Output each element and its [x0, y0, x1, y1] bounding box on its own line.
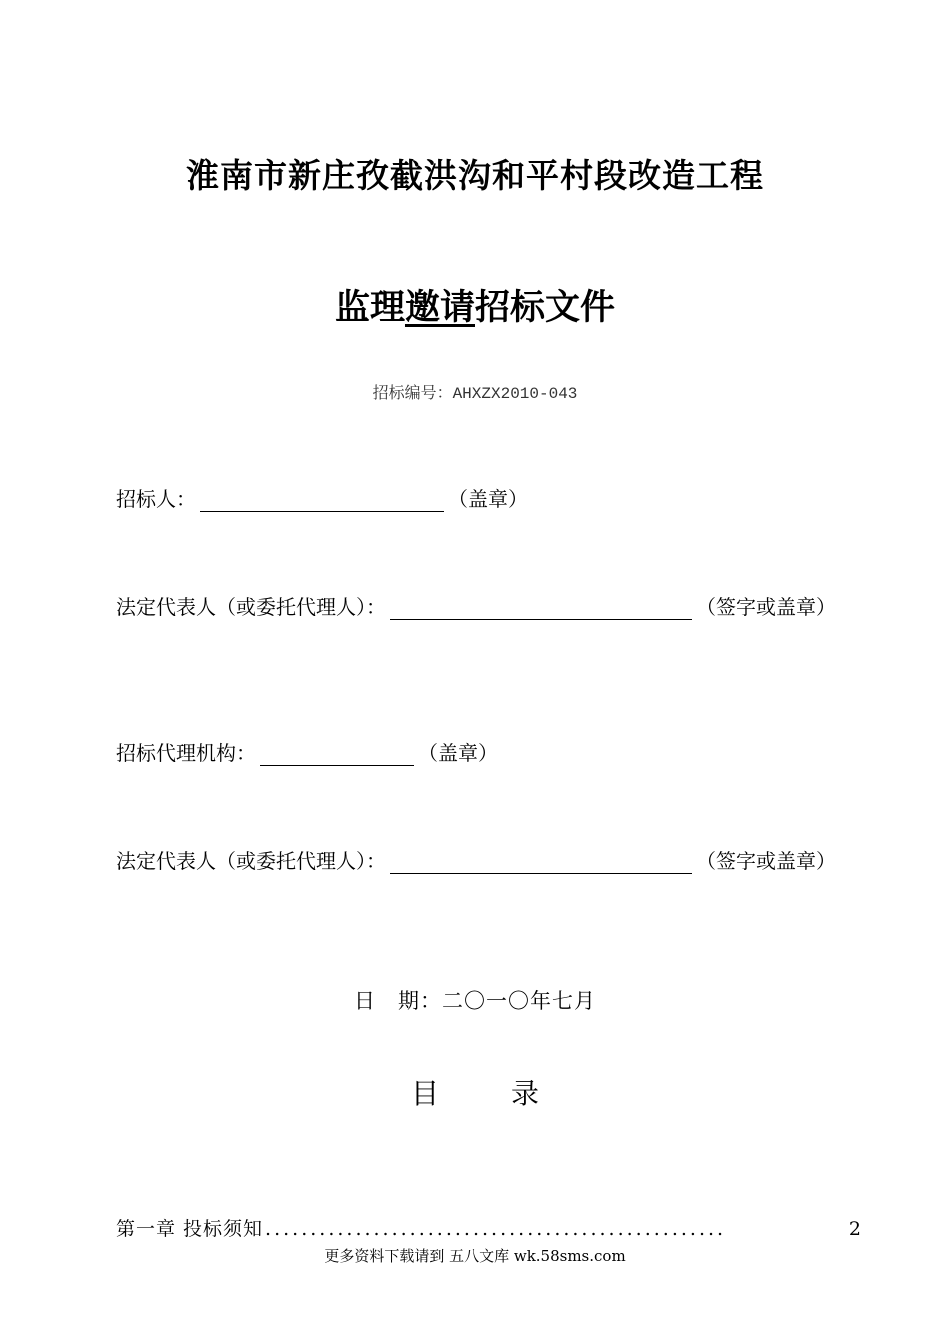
project-title: 淮南市新庄孜截洪沟和平村段改造工程 — [186, 156, 764, 195]
field-suffix: （盖章） — [448, 487, 528, 511]
signature-blank — [200, 487, 444, 512]
legal-representative-field — [116, 589, 861, 625]
document-title-underlined: 邀请 — [404, 287, 475, 328]
toc-entry[interactable] — [116, 1214, 861, 1241]
field-suffix: （签字或盖章） — [696, 595, 836, 619]
document-title — [0, 280, 950, 330]
field-suffix: （签字或盖章） — [696, 849, 836, 873]
signature-blank — [390, 595, 692, 620]
field-label: 法定代表人（或委托代理人）： — [116, 849, 386, 873]
toc-entry-label: 第一章 投标须知 — [116, 1218, 264, 1240]
signature-blank — [390, 849, 692, 874]
agency-representative-field — [116, 843, 861, 879]
toc-heading — [0, 1072, 950, 1112]
footer-note: 更多资料下载请到 五八文库 wk.58sms.com — [324, 1247, 626, 1265]
signature-blank — [260, 741, 414, 766]
bid-number: 招标编号：AHXZX2010-043 — [372, 385, 578, 403]
tenderer-field — [116, 481, 861, 517]
agency-field — [116, 735, 861, 771]
field-label: 招标人： — [116, 487, 196, 511]
field-suffix: （盖章） — [418, 741, 498, 765]
document-title-part1: 监理 — [334, 287, 405, 328]
toc-leader-dots: ................................................... — [265, 1218, 727, 1240]
toc-heading-right: 录 — [510, 1077, 539, 1110]
field-label: 法定代表人（或委托代理人）： — [116, 595, 386, 619]
toc-heading-left: 目 — [410, 1077, 439, 1110]
field-label: 招标代理机构： — [116, 741, 256, 765]
toc-entry-page: 2 — [848, 1218, 861, 1240]
document-title-part2: 招标文件 — [475, 287, 616, 328]
document-date: 日 期：二〇一〇年七月 — [354, 989, 596, 1013]
